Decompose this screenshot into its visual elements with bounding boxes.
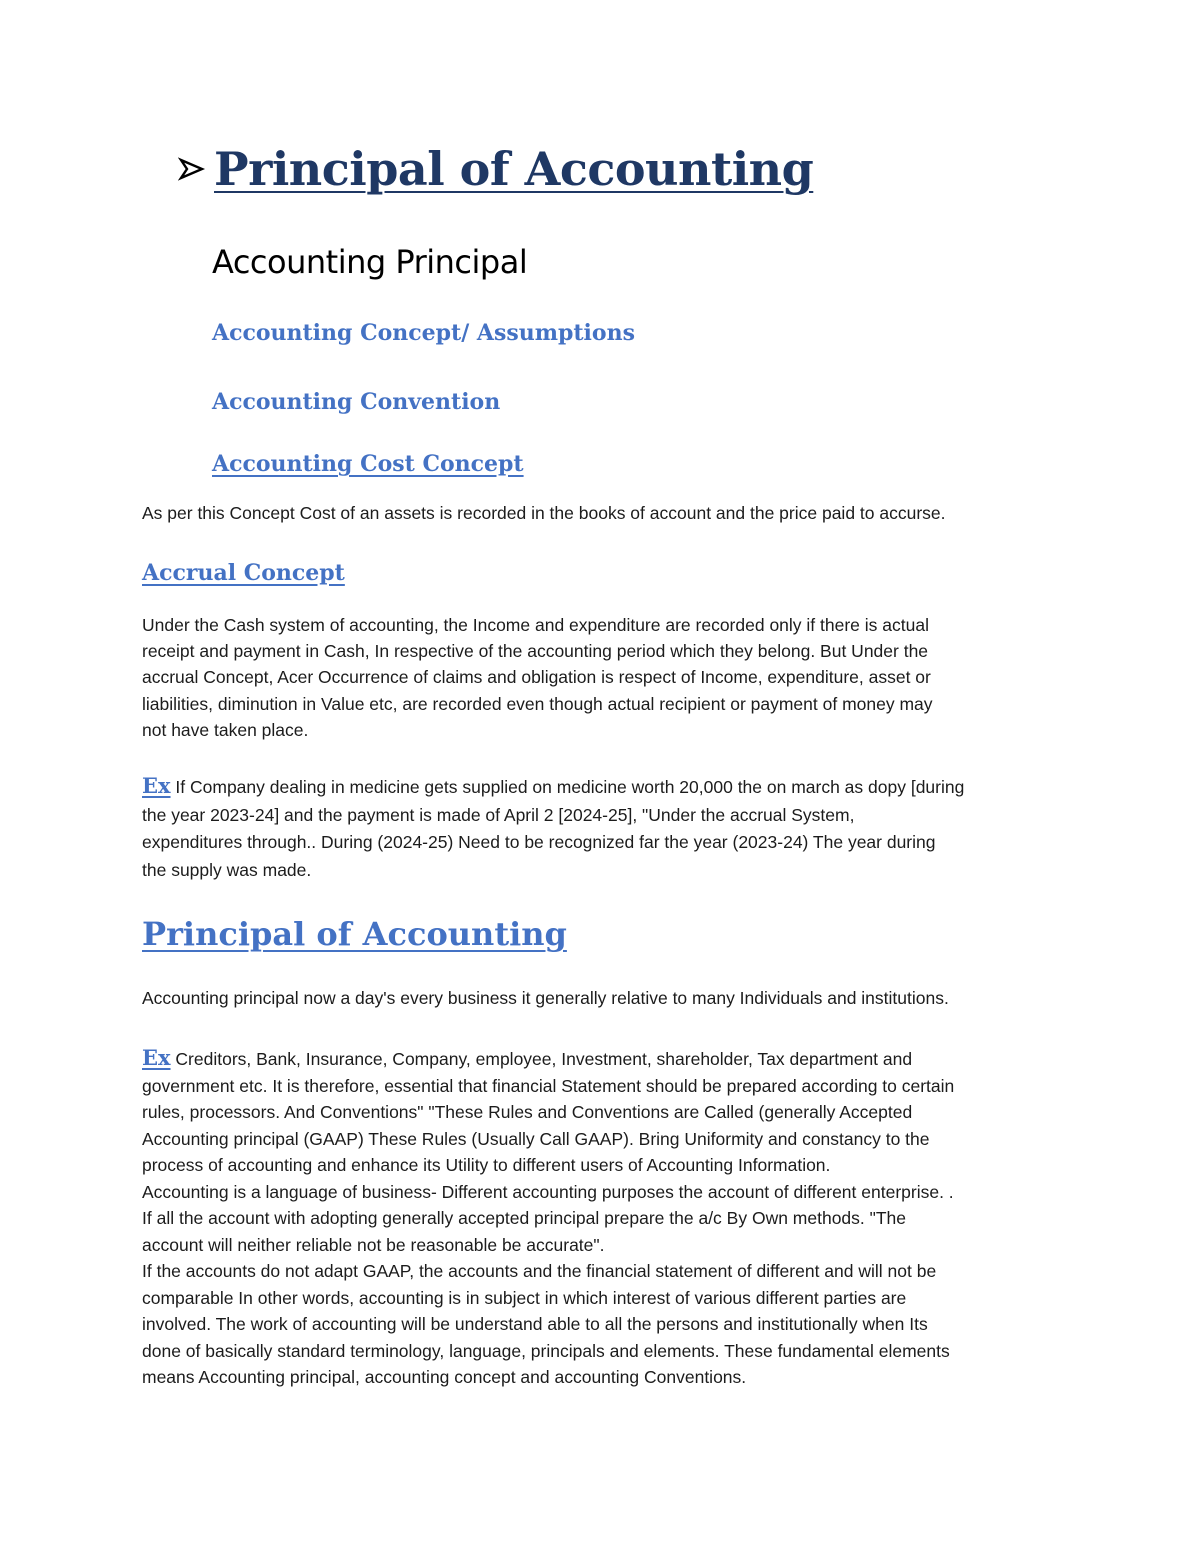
- main-heading: [178, 142, 813, 196]
- paragraph-line: liabilities, diminution in Value etc, are recorded even though actual recipient or payment of money may: [142, 693, 933, 714]
- paragraph-line: If all the account with adopting generally accepted principal prepare the a/c By Own methods. "The: [142, 1208, 907, 1228]
- paragraph-line: accrual Concept, Acer Occurrence of claims and obligation is respect of Income, expenditure, asset or: [142, 667, 931, 688]
- paragraph-line: process of accounting and enhance its Utility to different users of Accounting Information.: [142, 1155, 831, 1175]
- paragraph-line: rules, processors. And Conventions" "These Rules and Conventions are Called (generally Accepted: [142, 1102, 913, 1122]
- paragraph-line: receipt and payment in Cash, In respective of the accounting period which they belong. But Under the: [142, 641, 929, 662]
- heading-accrual-concept: Accrual Concept: [142, 560, 345, 586]
- paragraph-line: government etc. It is therefore, essential that financial Statement should be prepared according to certain: [142, 1075, 955, 1096]
- paragraph-line: comparable In other words, accounting is in subject in which interest of various different parties are: [142, 1287, 907, 1308]
- paragraph-line: means Accounting principal, accounting concept and accounting Conventions.: [142, 1367, 747, 1387]
- heading-convention: Accounting Convention: [212, 389, 501, 415]
- arrow-bullet-icon: [178, 155, 206, 183]
- example-2-paragraph: [142, 1045, 1062, 1391]
- example-first-line: [142, 1045, 1062, 1073]
- subheading: Accounting Principal: [212, 243, 528, 281]
- paragraph-line: involved. The work of accounting will be understand able to all the persons and institutionally when Its: [142, 1314, 928, 1334]
- example-1-paragraph: [142, 772, 1072, 884]
- paragraph-line: done of basically standard terminology, language, principals and elements. These fundamental elements: [142, 1340, 950, 1361]
- heading-cost-concept: Accounting Cost Concept: [212, 451, 524, 477]
- paragraph-line: account will neither reliable not be reasonable be accurate".: [142, 1234, 605, 1255]
- heading-concept-assumptions: Accounting Concept/ Assumptions: [212, 320, 635, 346]
- paragraph-line: If the accounts do not adapt GAAP, the accounts and the financial statement of different and will not be: [142, 1261, 937, 1281]
- example-label: Ex: [142, 773, 171, 798]
- principal-text: Accounting principal now a day's every business it generally relative to many Individuals and institutions.: [142, 988, 949, 1008]
- paragraph-line: not have taken place.: [142, 719, 309, 740]
- accrual-paragraph: [142, 612, 1042, 743]
- cost-concept-text: As per this Concept Cost of an assets is recorded in the books of account and the price paid to accurse.: [142, 503, 946, 523]
- paragraph-line: expenditures through.. During (2024-25) Need to be recognized far the year (2023-24) The year during: [142, 832, 936, 852]
- paragraph-line: the supply was made.: [142, 859, 312, 880]
- paragraph-line: Accounting is a language of business- Different accounting purposes the account of different enterprise. .: [142, 1181, 954, 1202]
- example-label: Ex: [142, 1045, 171, 1070]
- example-first-line: [142, 772, 1072, 802]
- paragraph-line: Under the Cash system of accounting, the Income and expenditure are recorded only if there is actual: [142, 615, 929, 635]
- example-text: Creditors, Bank, Insurance, Company, employee, Investment, shareholder, Tax department and: [175, 1049, 913, 1069]
- paragraph-line: Accounting principal (GAAP) These Rules (Usually Call GAAP). Bring Uniformity and constancy to the: [142, 1128, 930, 1149]
- example-text: If Company dealing in medicine gets supplied on medicine worth 20,000 the on march as dopy [during: [175, 777, 965, 797]
- paragraph-line: the year 2023-24] and the payment is made of April 2 [2024-25], "Under the accrual System,: [142, 804, 855, 825]
- heading-principal-of-accounting: Principal of Accounting: [142, 915, 567, 953]
- page-title: Principal of Accounting: [214, 142, 814, 196]
